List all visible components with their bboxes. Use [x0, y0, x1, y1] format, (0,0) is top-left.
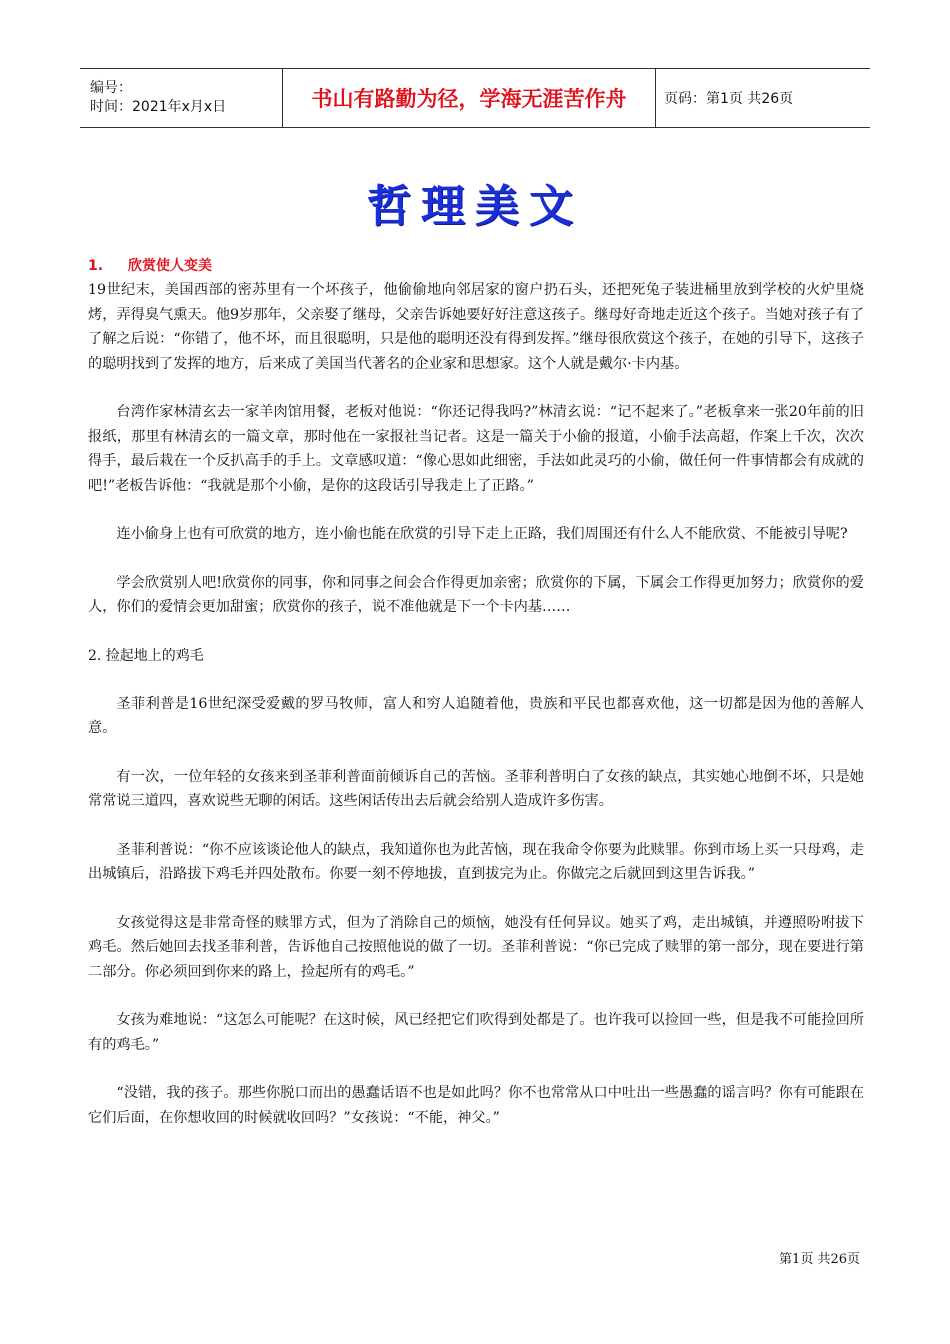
page-header — [80, 68, 870, 128]
section2-paragraph: 有一次，一位年轻的女孩来到圣菲利普面前倾诉自己的苦恼。圣菲利普明白了女孩的缺点，其实她心地倒不坏，只是她常常说三道四，喜欢说些无聊的闲话。这些闲话传出去后就会给别人造成许多伤害。 — [88, 768, 864, 809]
section1-heading — [88, 254, 864, 278]
document-title: 哲理美文 — [367, 181, 583, 232]
document-body — [88, 254, 864, 1130]
header-meta — [80, 69, 282, 127]
section2-paragraph: 女孩觉得这是非常奇怪的赎罪方式，但为了消除自己的烦恼，她没有任何异议。她买了鸡，走出城镇，并遵照吩咐拔下鸡毛。然后她回去找圣菲利普，告诉他自己按照他说的做了一切。圣菲利普说：“你已完成了赎罪的第一部分，现在要进行第二部分。你必须回到你来的路上，捡起所有的鸡毛。” — [88, 914, 864, 980]
page-footer: 第1页 共26页 — [779, 1252, 860, 1267]
header-page-info: 页码：第1页 共26页 — [664, 91, 794, 107]
section2-paragraph: 圣菲利普说：“你不应该谈论他人的缺点，我知道你也为此苦恼，现在我命令你要为此赎罪。你到市场上买一只母鸡，走出城镇后，沿路拔下鸡毛并四处散布。你要一刻不停地拔，直到拔完为止。你做完之后就回到这里告诉我。” — [88, 841, 864, 882]
header-number-label: 编号： — [90, 80, 132, 96]
section2-heading: 2. 捡起地上的鸡毛 — [88, 647, 204, 664]
section2-paragraph: 圣菲利普是16世纪深受爱戴的罗马牧师，富人和穷人追随着他，贵族和平民也都喜欢他，这一切都是因为他的善解人意。 — [88, 695, 864, 736]
section1-paragraph: 19世纪末，美国西部的密苏里有一个坏孩子，他偷偷地向邻居家的窗户扔石头，还把死兔子装进桶里放到学校的火炉里烧烤，弄得臭气熏天。他9岁那年，父亲娶了继母，父亲告诉她要好好注意这孩子。继母好奇地走近这个孩子。当她对孩子有了了解之后说：“你错了，他不坏，而且很聪明，只是他的聪明还没有得到发挥。”继母很欣赏这个孩子，在她的引导下，这孩子的聪明找到了发挥的地方，后来成了美国当代著名的企业家和思想家。这个人就是戴尔·卡内基。 — [88, 282, 864, 372]
section2-paragraph: “没错，我的孩子。那些你脱口而出的愚蠢话语不也是如此吗？你不也常常从口中吐出一些愚蠢的谣言吗？你有可能跟在它们后面，在你想收回的时候就收回吗？”女孩说：“不能，神父。” — [88, 1085, 864, 1126]
header-motto: 书山有路勤为径，学海无涯苦作舟 — [282, 69, 656, 127]
header-time-label: 时间：2021年x月x日 — [90, 99, 227, 115]
section1-paragraph: 台湾作家林清玄去一家羊肉馆用餐，老板对他说：“你还记得我吗?”林清玄说：“记不起来了。”老板拿来一张20年前的旧报纸，那里有林清玄的一篇文章，那时他在一家报社当记者。这是一篇关于小偷的报道，小偷手法高超，作案上千次，次次得手，最后栽在一个反扒高手的手上。文章感叹道：“像心思如此细密，手法如此灵巧的小偷，做任何一件事情都会有成就的吧!”老板告诉他：“我就是那个小偷，是你的这段话引导我走上了正路。” — [88, 404, 864, 494]
section1-number: 1. — [88, 258, 104, 274]
section2-paragraph: 女孩为难地说：“这怎么可能呢？在这时候，风已经把它们吹得到处都是了。也许我可以捡回一些，但是我不可能捡回所有的鸡毛。” — [88, 1012, 864, 1053]
section1-heading-text: 欣赏使人变美 — [128, 258, 212, 274]
section1-paragraph: 学会欣赏别人吧!欣赏你的同事，你和同事之间会合作得更加亲密；欣赏你的下属，下属会工作得更加努力；欣赏你的爱人，你们的爱情会更加甜蜜；欣赏你的孩子，说不准他就是下一个卡内基…… — [88, 574, 864, 615]
section1-paragraph: 连小偷身上也有可欣赏的地方，连小偷也能在欣赏的引导下走上正路，我们周围还有什么人不能欣赏、不能被引导呢? — [116, 526, 848, 542]
